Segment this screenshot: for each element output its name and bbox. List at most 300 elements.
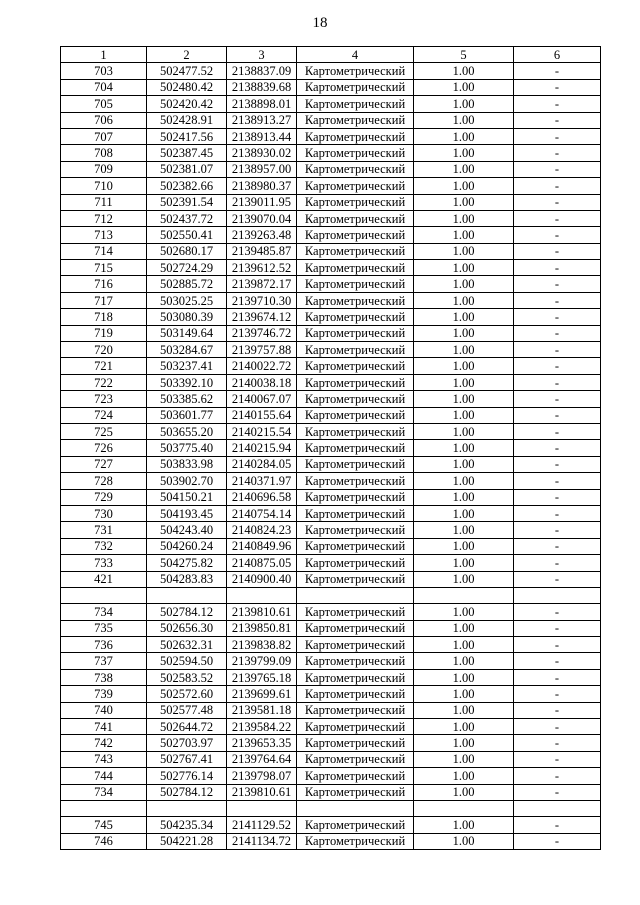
- table-cell: Картометрический: [297, 374, 414, 390]
- table-cell: Картометрический: [297, 751, 414, 767]
- table-cell: Картометрический: [297, 686, 414, 702]
- table-cell: Картометрический: [297, 63, 414, 79]
- table-cell: 503902.70: [147, 473, 227, 489]
- table-cell: 2139757.88: [227, 342, 297, 358]
- table-cell: 726: [61, 440, 147, 456]
- table-row: [61, 423, 601, 439]
- header-cell: 2: [147, 47, 227, 63]
- table-cell: 2139838.82: [227, 637, 297, 653]
- table-cell: 1.00: [414, 702, 514, 718]
- table-cell: 703: [61, 63, 147, 79]
- table-cell: 2140900.40: [227, 571, 297, 587]
- table-cell: 706: [61, 112, 147, 128]
- table-cell: -: [514, 63, 601, 79]
- table-cell: 502594.50: [147, 653, 227, 669]
- table-cell: Картометрический: [297, 440, 414, 456]
- table-cell: 2140215.54: [227, 423, 297, 439]
- table-cell: 719: [61, 325, 147, 341]
- table-cell: 1.00: [414, 243, 514, 259]
- table-cell: 1.00: [414, 817, 514, 833]
- table-cell: -: [514, 604, 601, 620]
- header-cell: 3: [227, 47, 297, 63]
- table-cell: 718: [61, 309, 147, 325]
- table-cell: -: [514, 161, 601, 177]
- table-row: [61, 505, 601, 521]
- empty-cell: [227, 800, 297, 816]
- table-cell: 2139070.04: [227, 210, 297, 226]
- table-cell: 503149.64: [147, 325, 227, 341]
- table-cell: -: [514, 669, 601, 685]
- table-cell: 502387.45: [147, 145, 227, 161]
- table-cell: 717: [61, 292, 147, 308]
- table-cell: 742: [61, 735, 147, 751]
- table-cell: 2138839.68: [227, 79, 297, 95]
- table-cell: 503080.39: [147, 309, 227, 325]
- table-cell: Картометрический: [297, 833, 414, 849]
- table-cell: 503385.62: [147, 391, 227, 407]
- table-cell: Картометрический: [297, 702, 414, 718]
- table-cell: 710: [61, 178, 147, 194]
- table-row: [61, 63, 601, 79]
- table-cell: -: [514, 522, 601, 538]
- table-cell: -: [514, 555, 601, 571]
- table-cell: 708: [61, 145, 147, 161]
- table-cell: 502632.31: [147, 637, 227, 653]
- table-cell: 1.00: [414, 128, 514, 144]
- table-cell: 1.00: [414, 784, 514, 800]
- table-cell: Картометрический: [297, 342, 414, 358]
- table-cell: 714: [61, 243, 147, 259]
- empty-cell: [147, 587, 227, 603]
- table-cell: Картометрический: [297, 161, 414, 177]
- table-cell: Картометрический: [297, 604, 414, 620]
- table-cell: 1.00: [414, 604, 514, 620]
- table-cell: 2140215.94: [227, 440, 297, 456]
- table-cell: 1.00: [414, 505, 514, 521]
- table-cell: 1.00: [414, 751, 514, 767]
- table-cell: -: [514, 292, 601, 308]
- table-cell: -: [514, 440, 601, 456]
- table-cell: Картометрический: [297, 768, 414, 784]
- table-cell: 1.00: [414, 178, 514, 194]
- table-cell: 502428.91: [147, 112, 227, 128]
- table-cell: Картометрический: [297, 817, 414, 833]
- table-cell: Картометрический: [297, 423, 414, 439]
- table-cell: Картометрический: [297, 178, 414, 194]
- table-cell: 2139612.52: [227, 260, 297, 276]
- table-row: [61, 342, 601, 358]
- empty-cell: [147, 800, 227, 816]
- table-cell: 1.00: [414, 538, 514, 554]
- table-cell: 734: [61, 784, 147, 800]
- table-row: [61, 637, 601, 653]
- table-cell: 731: [61, 522, 147, 538]
- table-cell: 502680.17: [147, 243, 227, 259]
- table-cell: Картометрический: [297, 112, 414, 128]
- table-row: [61, 292, 601, 308]
- table-cell: 2140067.07: [227, 391, 297, 407]
- table-cell: 728: [61, 473, 147, 489]
- table-cell: 502572.60: [147, 686, 227, 702]
- table-cell: 504275.82: [147, 555, 227, 571]
- table-cell: 1.00: [414, 620, 514, 636]
- table-cell: Картометрический: [297, 538, 414, 554]
- table-cell: -: [514, 473, 601, 489]
- table-cell: Картометрический: [297, 669, 414, 685]
- table-cell: Картометрический: [297, 522, 414, 538]
- table-cell: 740: [61, 702, 147, 718]
- empty-cell: [61, 587, 147, 603]
- table-cell: -: [514, 719, 601, 735]
- table-cell: 502550.41: [147, 227, 227, 243]
- table-cell: 2139584.22: [227, 719, 297, 735]
- table-cell: 1.00: [414, 686, 514, 702]
- table-row: [61, 571, 601, 587]
- table-cell: 1.00: [414, 456, 514, 472]
- table-cell: Картометрический: [297, 227, 414, 243]
- table-cell: Картометрический: [297, 358, 414, 374]
- table-cell: 1.00: [414, 161, 514, 177]
- table-row: [61, 210, 601, 226]
- table-row: [61, 489, 601, 505]
- table-cell: 502656.30: [147, 620, 227, 636]
- table-cell: 2139798.07: [227, 768, 297, 784]
- table-row: [61, 227, 601, 243]
- table-cell: 2139674.12: [227, 309, 297, 325]
- header-cell: 5: [414, 47, 514, 63]
- table-cell: Картометрический: [297, 260, 414, 276]
- table-cell: Картометрический: [297, 784, 414, 800]
- table-row: [61, 833, 601, 849]
- table-cell: -: [514, 325, 601, 341]
- table-cell: -: [514, 751, 601, 767]
- table-cell: 2138930.02: [227, 145, 297, 161]
- table-cell: Картометрический: [297, 719, 414, 735]
- table-cell: 1.00: [414, 555, 514, 571]
- table-cell: 736: [61, 637, 147, 653]
- table-row: [61, 620, 601, 636]
- empty-cell: [414, 800, 514, 816]
- table-cell: 504243.40: [147, 522, 227, 538]
- table-row: [61, 555, 601, 571]
- table-cell: 705: [61, 96, 147, 112]
- table-cell: -: [514, 637, 601, 653]
- table-cell: 1.00: [414, 309, 514, 325]
- table-cell: 502583.52: [147, 669, 227, 685]
- table-cell: -: [514, 178, 601, 194]
- table-cell: -: [514, 243, 601, 259]
- table-cell: 1.00: [414, 473, 514, 489]
- table-cell: -: [514, 210, 601, 226]
- empty-cell: [61, 800, 147, 816]
- table-cell: 1.00: [414, 227, 514, 243]
- table-cell: 720: [61, 342, 147, 358]
- table-cell: Картометрический: [297, 243, 414, 259]
- table-cell: -: [514, 620, 601, 636]
- table-cell: 502381.07: [147, 161, 227, 177]
- table-cell: 2139810.61: [227, 604, 297, 620]
- table-cell: Картометрический: [297, 210, 414, 226]
- table-row: [61, 686, 601, 702]
- table-cell: 1.00: [414, 391, 514, 407]
- table-cell: -: [514, 227, 601, 243]
- table-cell: 1.00: [414, 145, 514, 161]
- table-cell: 735: [61, 620, 147, 636]
- table-cell: 727: [61, 456, 147, 472]
- table-cell: -: [514, 571, 601, 587]
- table-cell: Картометрический: [297, 391, 414, 407]
- table-cell: 1.00: [414, 423, 514, 439]
- table-cell: 504150.21: [147, 489, 227, 505]
- table-cell: 502477.52: [147, 63, 227, 79]
- table-row: [61, 817, 601, 833]
- table-cell: 2138913.44: [227, 128, 297, 144]
- table-row: [61, 112, 601, 128]
- table-cell: 744: [61, 768, 147, 784]
- table-cell: 1.00: [414, 358, 514, 374]
- table-cell: 2139710.30: [227, 292, 297, 308]
- table-cell: 504221.28: [147, 833, 227, 849]
- table-row: [61, 178, 601, 194]
- table-cell: 502437.72: [147, 210, 227, 226]
- table-cell: -: [514, 817, 601, 833]
- table-cell: 2139653.35: [227, 735, 297, 751]
- table-cell: 503833.98: [147, 456, 227, 472]
- table-cell: -: [514, 423, 601, 439]
- table-separator-row: [61, 800, 601, 816]
- table-row: [61, 456, 601, 472]
- table-cell: 502776.14: [147, 768, 227, 784]
- empty-cell: [297, 800, 414, 816]
- table-cell: -: [514, 276, 601, 292]
- table-row: [61, 128, 601, 144]
- empty-cell: [227, 587, 297, 603]
- table-row: [61, 243, 601, 259]
- table-cell: -: [514, 194, 601, 210]
- table-cell: 503237.41: [147, 358, 227, 374]
- table-cell: 2138898.01: [227, 96, 297, 112]
- table-cell: -: [514, 260, 601, 276]
- table-cell: 729: [61, 489, 147, 505]
- table-cell: 502417.56: [147, 128, 227, 144]
- table-cell: Картометрический: [297, 145, 414, 161]
- table-cell: -: [514, 342, 601, 358]
- table-cell: -: [514, 653, 601, 669]
- table-cell: -: [514, 309, 601, 325]
- table-cell: 421: [61, 571, 147, 587]
- table-cell: 1.00: [414, 63, 514, 79]
- table-cell: 2139764.64: [227, 751, 297, 767]
- table-cell: Картометрический: [297, 325, 414, 341]
- table-cell: 504193.45: [147, 505, 227, 521]
- table-cell: 2138980.37: [227, 178, 297, 194]
- table-cell: -: [514, 686, 601, 702]
- table-cell: 1.00: [414, 260, 514, 276]
- table-cell: -: [514, 833, 601, 849]
- table-cell: 1.00: [414, 342, 514, 358]
- table-cell: 1.00: [414, 571, 514, 587]
- table-cell: 730: [61, 505, 147, 521]
- table-cell: -: [514, 735, 601, 751]
- table-cell: 1.00: [414, 276, 514, 292]
- table-cell: 1.00: [414, 325, 514, 341]
- table-cell: 2140022.72: [227, 358, 297, 374]
- table-cell: 2139581.18: [227, 702, 297, 718]
- table-cell: 732: [61, 538, 147, 554]
- table-cell: 2139799.09: [227, 653, 297, 669]
- table-cell: Картометрический: [297, 309, 414, 325]
- table-row: [61, 309, 601, 325]
- table-row: [61, 391, 601, 407]
- table-cell: 1.00: [414, 637, 514, 653]
- table-cell: 743: [61, 751, 147, 767]
- table-cell: 2139746.72: [227, 325, 297, 341]
- table-cell: 713: [61, 227, 147, 243]
- table-cell: 502391.54: [147, 194, 227, 210]
- table-cell: 1.00: [414, 833, 514, 849]
- table-cell: 502703.97: [147, 735, 227, 751]
- table-header-row: [61, 47, 601, 63]
- table-cell: 503655.20: [147, 423, 227, 439]
- table-cell: 2140824.23: [227, 522, 297, 538]
- table-cell: Картометрический: [297, 194, 414, 210]
- table-cell: 502784.12: [147, 604, 227, 620]
- table-cell: Картометрический: [297, 555, 414, 571]
- table-cell: 2139810.61: [227, 784, 297, 800]
- table-cell: -: [514, 358, 601, 374]
- table-cell: 2139765.18: [227, 669, 297, 685]
- table-row: [61, 669, 601, 685]
- table-cell: 1.00: [414, 768, 514, 784]
- table-cell: 504260.24: [147, 538, 227, 554]
- table-cell: -: [514, 702, 601, 718]
- table-cell: 503601.77: [147, 407, 227, 423]
- table-row: [61, 604, 601, 620]
- table-cell: 2140849.96: [227, 538, 297, 554]
- table-row: [61, 440, 601, 456]
- table-cell: 502420.42: [147, 96, 227, 112]
- table-cell: 734: [61, 604, 147, 620]
- table-cell: -: [514, 96, 601, 112]
- header-cell: 1: [61, 47, 147, 63]
- table-cell: 504283.83: [147, 571, 227, 587]
- table-cell: 2139485.87: [227, 243, 297, 259]
- page-number: 18: [312, 15, 328, 31]
- table-separator-row: [61, 587, 601, 603]
- table-cell: 1.00: [414, 735, 514, 751]
- table-cell: Картометрический: [297, 407, 414, 423]
- table-row: [61, 161, 601, 177]
- table-cell: Картометрический: [297, 505, 414, 521]
- table-cell: 724: [61, 407, 147, 423]
- table-cell: 502767.41: [147, 751, 227, 767]
- table-cell: -: [514, 456, 601, 472]
- table-cell: -: [514, 407, 601, 423]
- table-cell: -: [514, 489, 601, 505]
- table-cell: 1.00: [414, 407, 514, 423]
- header-cell: 6: [514, 47, 601, 63]
- table-cell: -: [514, 128, 601, 144]
- table-cell: 2139850.81: [227, 620, 297, 636]
- table-row: [61, 79, 601, 95]
- empty-cell: [414, 587, 514, 603]
- table-row: [61, 96, 601, 112]
- table-cell: 2140038.18: [227, 374, 297, 390]
- table-cell: 502577.48: [147, 702, 227, 718]
- table-cell: 722: [61, 374, 147, 390]
- table-cell: 716: [61, 276, 147, 292]
- table-row: [61, 751, 601, 767]
- table-row: [61, 653, 601, 669]
- table-cell: 2141134.72: [227, 833, 297, 849]
- table-cell: 2139872.17: [227, 276, 297, 292]
- table-cell: 739: [61, 686, 147, 702]
- table-cell: Картометрический: [297, 292, 414, 308]
- table-cell: Картометрический: [297, 96, 414, 112]
- header-cell: 4: [297, 47, 414, 63]
- table-cell: -: [514, 79, 601, 95]
- table-cell: 1.00: [414, 96, 514, 112]
- table-row: [61, 358, 601, 374]
- table-cell: 1.00: [414, 522, 514, 538]
- table-cell: 2140155.64: [227, 407, 297, 423]
- empty-cell: [297, 587, 414, 603]
- table-cell: -: [514, 391, 601, 407]
- table-cell: 502644.72: [147, 719, 227, 735]
- table-cell: 502724.29: [147, 260, 227, 276]
- table-cell: 1.00: [414, 112, 514, 128]
- table-cell: 2138837.09: [227, 63, 297, 79]
- table-row: [61, 194, 601, 210]
- table-cell: Картометрический: [297, 653, 414, 669]
- table-row: [61, 784, 601, 800]
- table-cell: 2140754.14: [227, 505, 297, 521]
- table-cell: 721: [61, 358, 147, 374]
- table-cell: 502480.42: [147, 79, 227, 95]
- table-cell: 504235.34: [147, 817, 227, 833]
- table-row: [61, 407, 601, 423]
- table-row: [61, 473, 601, 489]
- table-row: [61, 145, 601, 161]
- table-cell: 1.00: [414, 653, 514, 669]
- table-cell: 709: [61, 161, 147, 177]
- table-cell: 503284.67: [147, 342, 227, 358]
- table-cell: 737: [61, 653, 147, 669]
- table-cell: 2138957.00: [227, 161, 297, 177]
- table-cell: Картометрический: [297, 79, 414, 95]
- table-cell: 502382.66: [147, 178, 227, 194]
- table-cell: 1.00: [414, 79, 514, 95]
- empty-cell: [514, 587, 601, 603]
- table-cell: 725: [61, 423, 147, 439]
- table-cell: 503025.25: [147, 292, 227, 308]
- table-cell: 503392.10: [147, 374, 227, 390]
- table-row: [61, 768, 601, 784]
- table-cell: 1.00: [414, 489, 514, 505]
- table-cell: Картометрический: [297, 276, 414, 292]
- table-cell: 723: [61, 391, 147, 407]
- table-cell: 704: [61, 79, 147, 95]
- table-cell: 2140696.58: [227, 489, 297, 505]
- table-cell: 2139699.61: [227, 686, 297, 702]
- table-cell: 2138913.27: [227, 112, 297, 128]
- table-row: [61, 538, 601, 554]
- table-cell: 707: [61, 128, 147, 144]
- table-cell: 1.00: [414, 292, 514, 308]
- table-cell: 2140284.05: [227, 456, 297, 472]
- table-row: [61, 522, 601, 538]
- table-cell: Картометрический: [297, 473, 414, 489]
